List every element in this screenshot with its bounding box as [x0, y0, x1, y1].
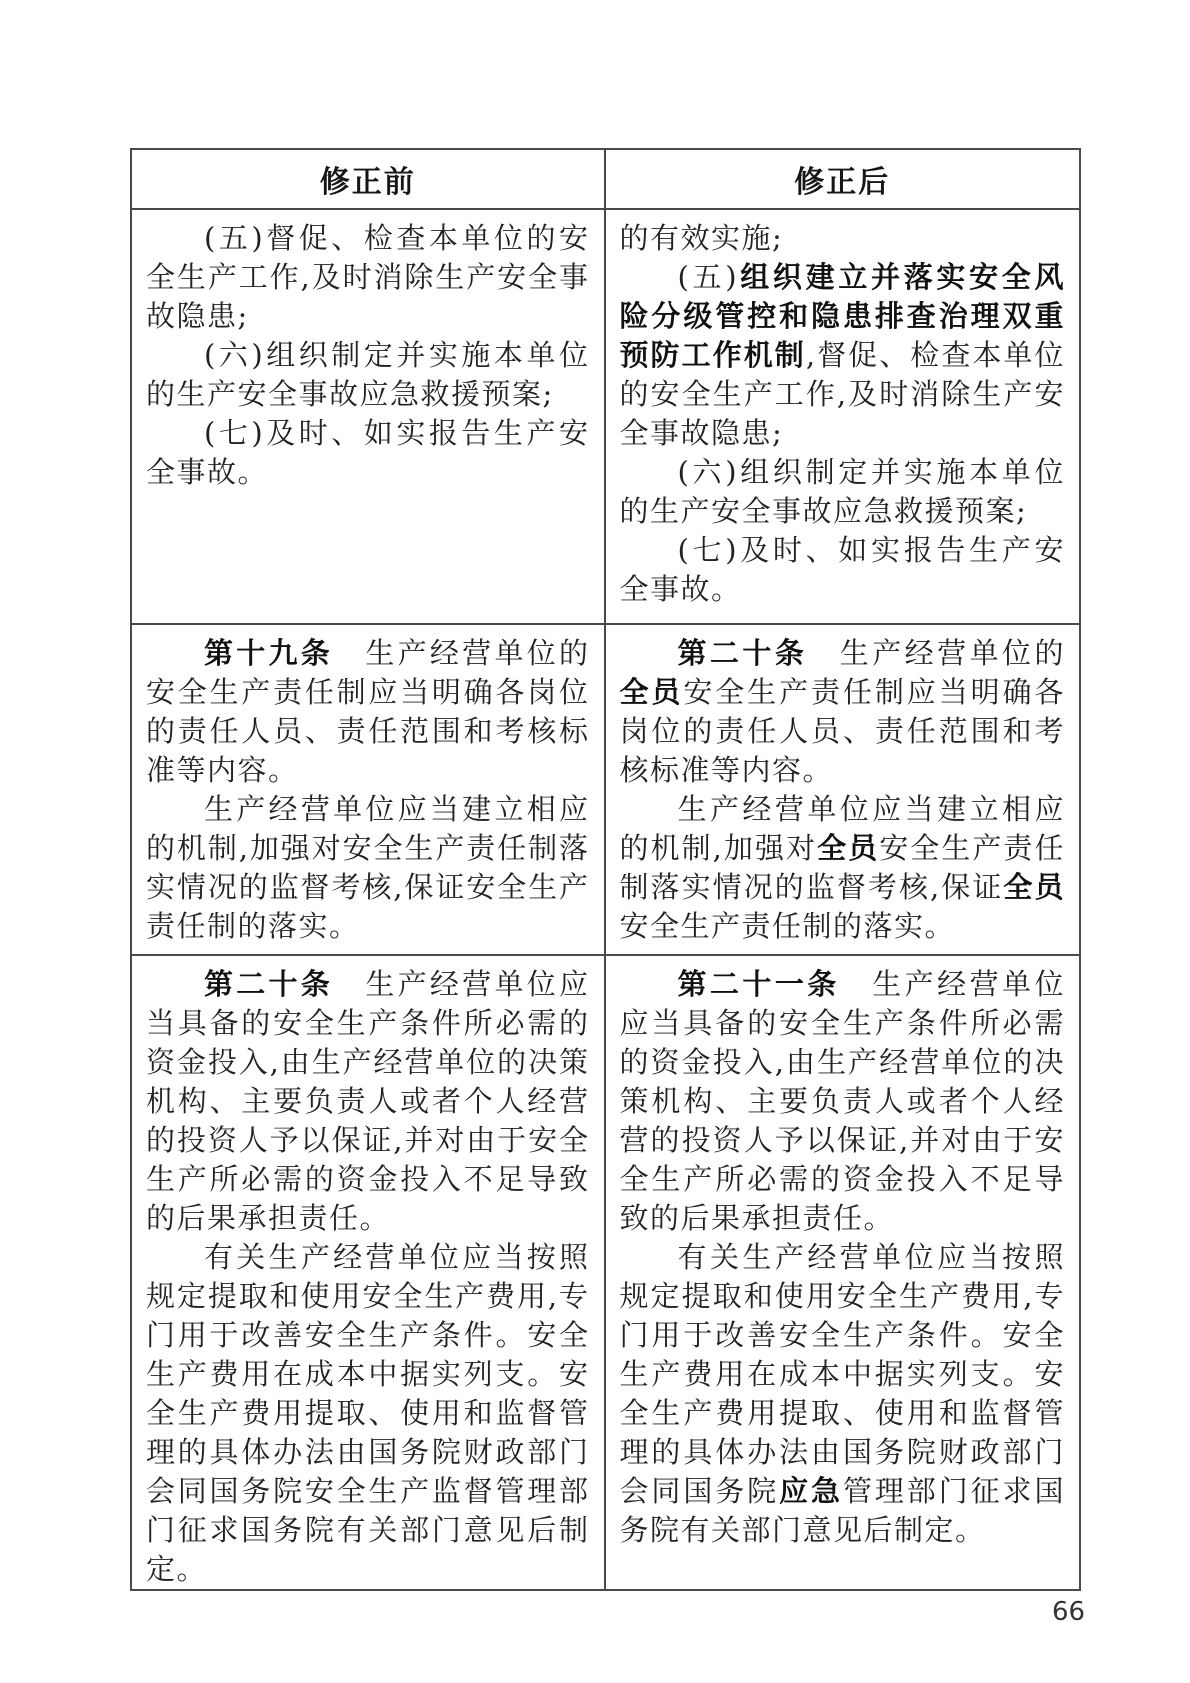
- body-text: 安全生产责任制的落实。: [619, 909, 956, 943]
- body-text: 的有效实施;: [619, 221, 784, 255]
- body-text: (六)组织制定并实施本单位的生产安全事故应急救援预案;: [619, 455, 1065, 528]
- body-text: 有关生产经营单位应当按照规定提取和使用安全生产费用,专门用于改善安全生产条件。安全生产费用在成本中据实列支。安全生产费用提取、使用和监督管理的具体办法由国务院财政部门会同国务院: [619, 1240, 1065, 1508]
- paragraph: [620, 1238, 1066, 1550]
- paragraph: [146, 790, 590, 946]
- paragraph: [620, 634, 1066, 790]
- body-text: (六)组织制定并实施本单位的生产安全事故应急救援预案;: [146, 338, 590, 411]
- table-header-row: [132, 150, 1079, 210]
- paragraph: [146, 634, 590, 790]
- body-text: ,督促、检查本单位的安全生产工作,及时消除生产安全事故隐患;: [619, 338, 1065, 450]
- body-text: 管理部门征求国务院有关部门意见后制定。: [619, 1474, 1065, 1547]
- amended-text: 组织建立并落实安全风险分级管控和隐患排查治理双重预防工作机制: [619, 260, 1065, 372]
- body-text: (七)及时、如实报告生产安全事故。: [619, 533, 1065, 606]
- amended-text: 第二十条: [677, 636, 808, 670]
- cell-before-row2: [132, 625, 606, 954]
- amended-text: 全员: [817, 831, 880, 865]
- cell-after-row2: [606, 625, 1080, 954]
- paragraph: [620, 219, 1066, 258]
- cell-before-row3: [132, 956, 606, 1589]
- amended-text: 第二十条: [204, 967, 334, 1001]
- paragraph: [146, 965, 590, 1238]
- body-text: (七)及时、如实报告生产安全事故。: [146, 416, 590, 489]
- body-text: 生产经营单位的: [807, 636, 1065, 670]
- body-text: 生产经营单位应当具备的安全生产条件所必需的资金投入,由生产经营单位的决策机构、主要负责人或者个人经营的投资人予以保证,并对由于安全生产所必需的资金投入不足导致的后果承担责任。: [146, 967, 590, 1235]
- amended-text: 第十九条: [204, 636, 334, 670]
- paragraph: [620, 965, 1066, 1238]
- amended-text: 应急: [779, 1474, 843, 1508]
- header-after-amendment: 修正后: [794, 165, 891, 200]
- paragraph: [620, 790, 1066, 946]
- paragraph: [146, 1238, 590, 1589]
- paragraph: [620, 258, 1066, 453]
- table-row: [132, 956, 1079, 1589]
- body-text: 安全生产责任制落实情况的监督考核,保证: [619, 831, 1065, 904]
- body-text: 有关生产经营单位应当按照规定提取和使用安全生产费用,专门用于改善安全生产条件。安全生产费用在成本中据实列支。安全生产费用提取、使用和监督管理的具体办法由国务院财政部门会同国务院安全生产监督管理部门征求国务院有关部门意见后制定。: [146, 1240, 590, 1586]
- body-text: (五): [677, 260, 739, 294]
- cell-after-row1: [606, 210, 1080, 623]
- body-text: 安全生产责任制应当明确各岗位的责任人员、责任范围和考核标准等内容。: [619, 675, 1065, 787]
- amendment-comparison-table: [130, 148, 1081, 1591]
- amended-text: 全员: [619, 675, 684, 709]
- paragraph: [146, 336, 590, 414]
- paragraph: [620, 531, 1066, 609]
- body-text: 生产经营单位应当建立相应的机制,加强对安全生产责任制落实情况的监督考核,保证安全生产责任制的落实。: [146, 792, 590, 943]
- amended-text: 全员: [1003, 870, 1065, 904]
- paragraph: [146, 219, 590, 336]
- body-text: 生产经营单位的安全生产责任制应当明确各岗位的责任人员、责任范围和考核标准等内容。: [146, 636, 590, 787]
- table-row: [132, 210, 1079, 625]
- paragraph: [146, 414, 590, 492]
- table-row: [132, 625, 1079, 956]
- paragraph: [620, 453, 1066, 531]
- header-before-amendment: 修正前: [132, 150, 606, 208]
- cell-before-row1: [132, 210, 606, 623]
- body-text: 生产经营单位应当具备的安全生产条件所必需的资金投入,由生产经营单位的决策机构、主要负责人或者个人经营的投资人予以保证,并对由于安全生产所必需的资金投入不足导致的后果承担责任。: [619, 967, 1065, 1235]
- page-number: 66: [1052, 1597, 1086, 1627]
- body-text: (五)督促、检查本单位的安全生产工作,及时消除生产安全事故隐患;: [146, 221, 590, 333]
- body-text: 生产经营单位应当建立相应的机制,加强对: [619, 792, 1065, 865]
- amended-text: 第二十一条: [677, 967, 840, 1001]
- cell-after-row3: [606, 956, 1080, 1589]
